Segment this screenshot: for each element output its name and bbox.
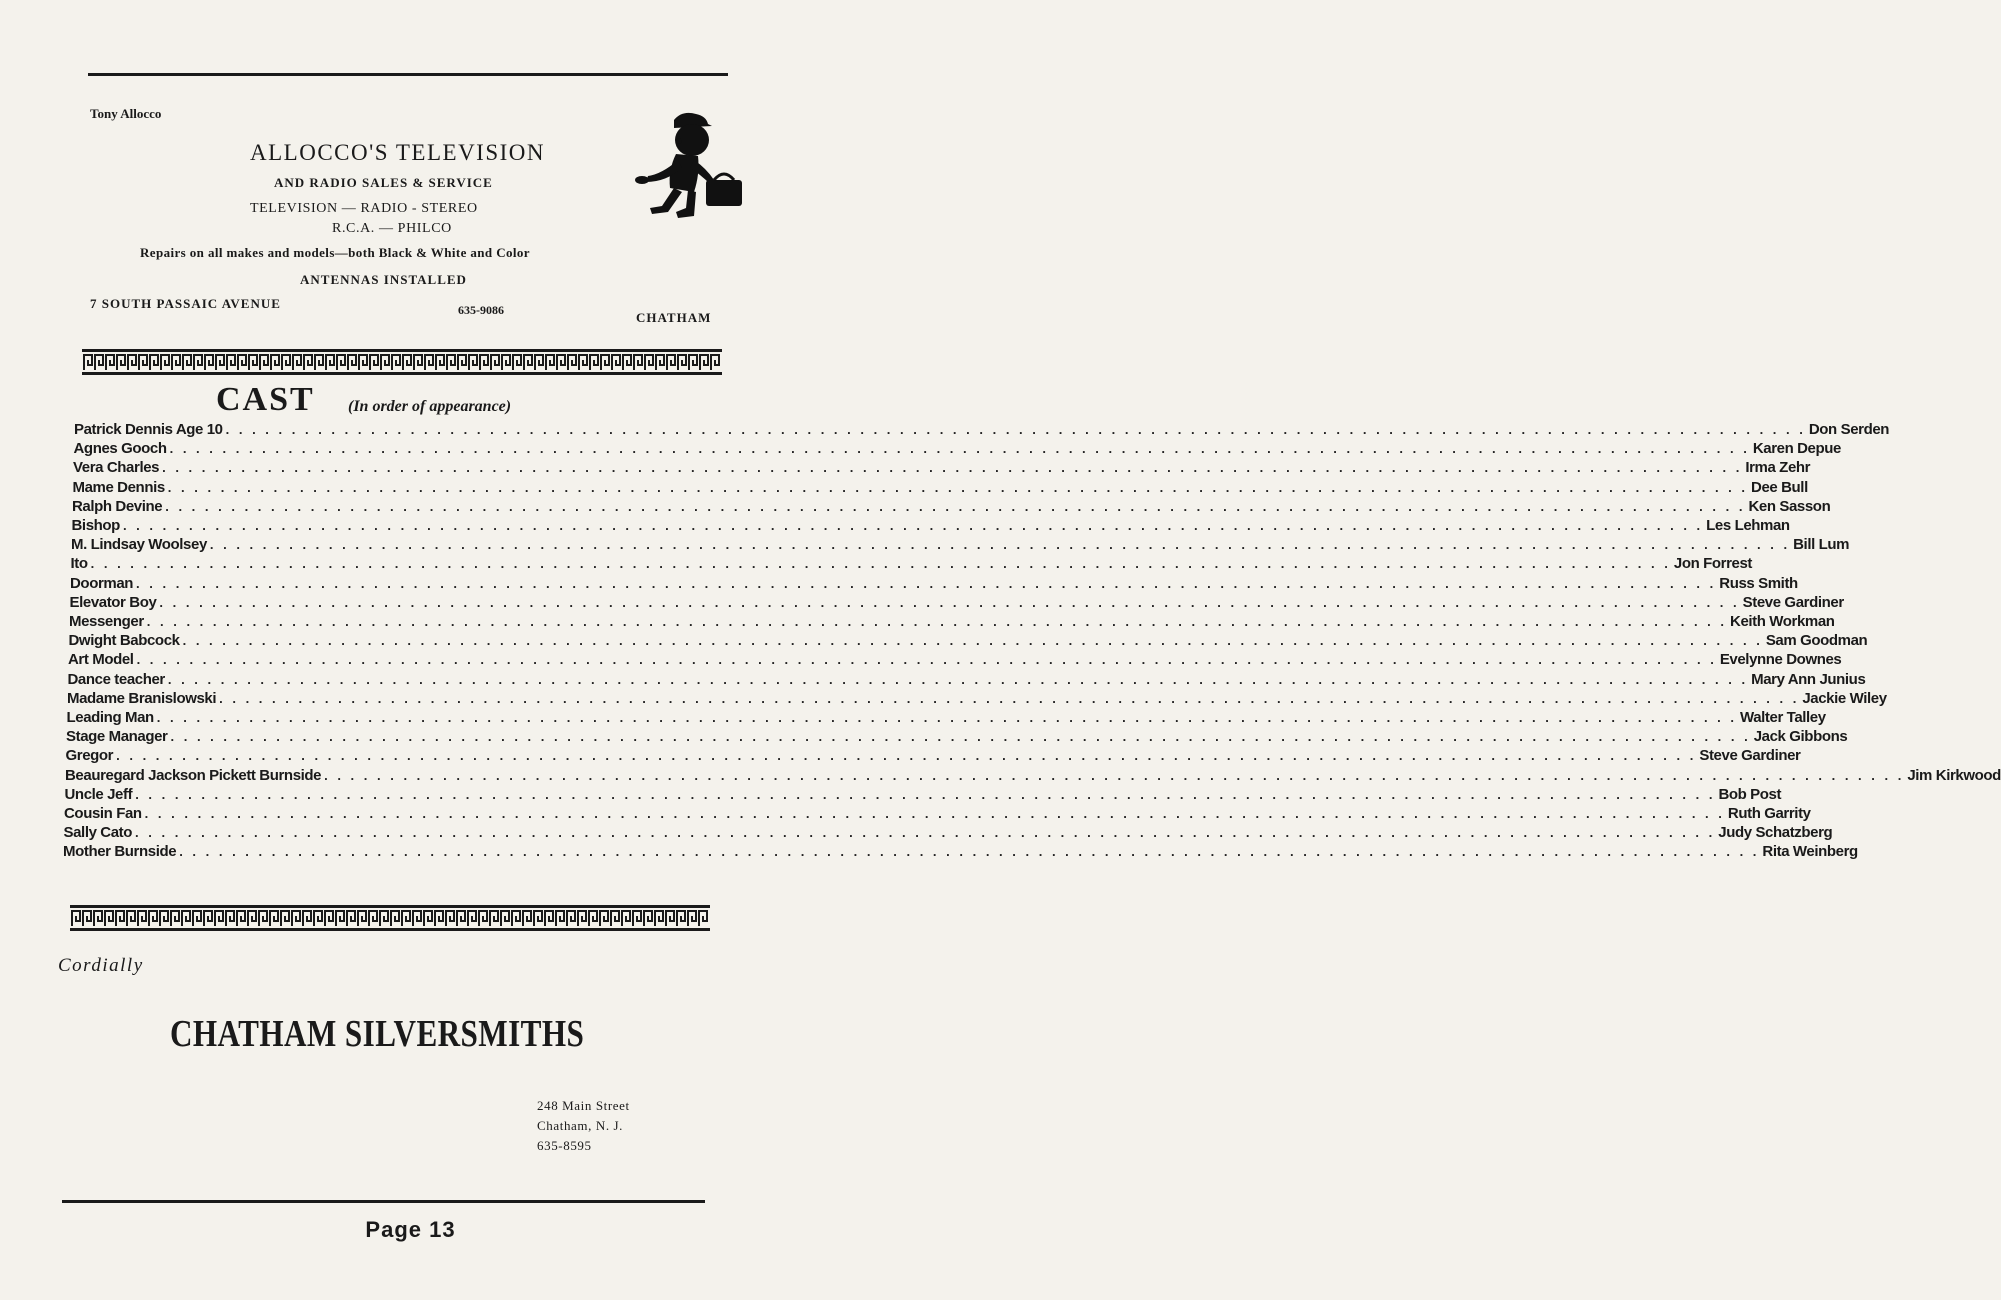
ad-antennas-line: ANTENNAS INSTALLED: [300, 272, 467, 287]
cast-row: [72, 478, 1808, 499]
cast-actor: Dee Bull: [1751, 478, 1808, 496]
cast-role: Elevator Boy: [69, 593, 157, 611]
cast-actor: Evelynne Downes: [1719, 651, 1842, 669]
cast-row: [71, 517, 1790, 537]
leader-dots: . . . . . . . . . . . . . . . . . . . . . . . . . . . . . . . . . . . . . . . . . . . . . . . . . . . . . . . . . . . . . . . . . . . . . . . . . . . . . . . . . . . . . . . . . . . . . . . . . . . . . . . . . . . . . . . . . . . . . . . .: [165, 498, 1746, 514]
leader-dots: . . . . . . . . . . . . . . . . . . . . . . . . . . . . . . . . . . . . . . . . . . . . . . . . . . . . . . . . . . . . . . . . . . . . . . . . . . . . . . . . . . . . . . . . . . . . . . . . . . . . . . . . . . . . . . . . . . . . . . . .: [136, 652, 1717, 668]
leader-dots: . . . . . . . . . . . . . . . . . . . . . . . . . . . . . . . . . . . . . . . . . . . . . . . . . . . . . . . . . . . . . . . . . . . . . . . . . . . . . . . . . . . . . . . . . . . . . . . . . . . . . . . . . . . . . . . . . . . . . . . .: [146, 614, 1728, 629]
leader-dots: . . . . . . . . . . . . . . . . . . . . . . . . . . . . . . . . . . . . . . . . . . . . . . . . . . . . . . . . . . . . . . . . . . . . . . . . . . . . . . . . . . . . . . . . . . . . . . . . . . . . . . . . . . . . . . . . . . . . . . . .: [182, 633, 1763, 649]
cast-row: [65, 766, 2001, 787]
silversmiths-city: Chatham, N. J.: [537, 1118, 624, 1133]
leader-dots: . . . . . . . . . . . . . . . . . . . . . . . . . . . . . . . . . . . . . . . . . . . . . . . . . . . . . . . . . . . . . . . . . . . . . . . . . . . . . . . . . . . . . . . . . . . . . . . . . . . . . . . . . . . . . . . . . . . . . . . .: [167, 479, 1749, 495]
cast-row: [68, 651, 1842, 671]
ad-shop-name: ALLOCCO'S TELEVISION: [250, 140, 546, 165]
cast-actor: Mary Ann Junius: [1751, 670, 1866, 688]
cast-row: [72, 497, 1831, 518]
leader-dots: . . . . . . . . . . . . . . . . . . . . . . . . . . . . . . . . . . . . . . . . . . . . . . . . . . . . . . . . . . . . . . . . . . . . . . . . . . . . . . . . . . . . . . . . . . . . . . . . . . . . . . . . . . . . . . . . . . . . . . . .: [169, 441, 1750, 457]
cast-role: Ito: [70, 555, 88, 573]
cast-actor: Judy Schatzberg: [1718, 824, 1833, 842]
cast-actor: Don Serden: [1808, 421, 1890, 438]
cast-row: [66, 709, 1826, 729]
cast-row: [66, 728, 1848, 748]
silversmiths-street: 248 Main Street: [537, 1098, 630, 1113]
cast-role: Doorman: [70, 574, 134, 592]
cast-row: [73, 440, 1841, 460]
ad-address: 7 SOUTH PASSAIC AVENUE: [90, 296, 281, 311]
cast-actor: Steve Gardiner: [1742, 593, 1844, 611]
cast-role: Dance teacher: [67, 670, 165, 688]
leader-dots: . . . . . . . . . . . . . . . . . . . . . . . . . . . . . . . . . . . . . . . . . . . . . . . . . . . . . . . . . . . . . . . . . . . . . . . . . . . . . . . . . . . . . . . . . . . . . . . . . . . . . . . . . . . . . . . . . . . . . . . .: [144, 806, 1725, 821]
cast-role: Vera Charles: [73, 459, 160, 477]
leader-dots: . . . . . . . . . . . . . . . . . . . . . . . . . . . . . . . . . . . . . . . . . . . . . . . . . . . . . . . . . . . . . . . . . . . . . . . . . . . . . . . . . . . . . . . . . . . . . . . . . . . . . . . . . . . . . . . . . . . . . . . .: [162, 460, 1743, 476]
leader-dots: . . . . . . . . . . . . . . . . . . . . . . . . . . . . . . . . . . . . . . . . . . . . . . . . . . . . . . . . . . . . . . . . . . . . . . . . . . . . . . . . . . . . . . . . . . . . . . . . . . . . . . . . . . . . . . . . . . . . . . . .: [324, 767, 1905, 783]
cast-actor: Ruth Garrity: [1727, 805, 1811, 822]
cast-role: Dwight Babcock: [68, 632, 180, 650]
cast-role: Art Model: [68, 651, 134, 669]
leader-dots: . . . . . . . . . . . . . . . . . . . . . . . . . . . . . . . . . . . . . . . . . . . . . . . . . . . . . . . . . . . . . . . . . . . . . . . . . . . . . . . . . . . . . . . . . . . . . . . . . . . . . . . . . . . . . . . . . . . . . . . .: [179, 844, 1760, 860]
cast-row: [63, 843, 1858, 863]
cast-row: [65, 747, 1801, 767]
ad-repairs-line: Repairs on all makes and models—both Black & White and Color: [140, 245, 530, 260]
leader-dots: . . . . . . . . . . . . . . . . . . . . . . . . . . . . . . . . . . . . . . . . . . . . . . . . . . . . . . . . . . . . . . . . . . . . . . . . . . . . . . . . . . . . . . . . . . . . . . . . . . . . . . . . . . . . . . . . . . . . . . . .: [225, 422, 1806, 437]
cast-row: [68, 632, 1868, 652]
bottom-rule: [62, 1200, 705, 1203]
cast-actor: Jon Forrest: [1673, 555, 1752, 573]
leader-dots: . . . . . . . . . . . . . . . . . . . . . . . . . . . . . . . . . . . . . . . . . . . . . . . . . . . . . . . . . . . . . . . . . . . . . . . . . . . . . . . . . . . . . . . . . . . . . . . . . . . . . . . . . . . . . . . . . . . . . . . .: [170, 729, 1751, 745]
leader-dots: . . . . . . . . . . . . . . . . . . . . . . . . . . . . . . . . . . . . . . . . . . . . . . . . . . . . . . . . . . . . . . . . . . . . . . . . . . . . . . . . . . . . . . . . . . . . . . . . . . . . . . . . . . . . . . . . . . . . . . . .: [219, 690, 1800, 706]
cast-actor: Bill Lum: [1793, 536, 1850, 554]
cast-role: Messenger: [69, 613, 144, 630]
leader-dots: . . . . . . . . . . . . . . . . . . . . . . . . . . . . . . . . . . . . . . . . . . . . . . . . . . . . . . . . . . . . . . . . . . . . . . . . . . . . . . . . . . . . . . . . . . . . . . . . . . . . . . . . . . . . . . . . . . . . . . . .: [209, 537, 1791, 553]
cast-row: [67, 689, 1887, 710]
cast-row: [64, 805, 1811, 825]
leader-dots: . . . . . . . . . . . . . . . . . . . . . . . . . . . . . . . . . . . . . . . . . . . . . . . . . . . . . . . . . . . . . . . . . . . . . . . . . . . . . . . . . . . . . . . . . . . . . . . . . . . . . . . . . . . . . . . . . . . . . . . .: [135, 825, 1716, 841]
ad-phone: 635-9086: [458, 303, 504, 317]
ad-town: CHATHAM: [636, 310, 712, 325]
cast-role: Gregor: [65, 747, 114, 765]
leader-dots: . . . . . . . . . . . . . . . . . . . . . . . . . . . . . . . . . . . . . . . . . . . . . . . . . . . . . . . . . . . . . . . . . . . . . . . . . . . . . . . . . . . . . . . . . . . . . . . . . . . . . . . . . . . . . . . . . . . . . . . .: [136, 575, 1717, 591]
decorative-border-bottom: [70, 905, 710, 931]
ad-brands-line: R.C.A. — PHILCO: [332, 221, 452, 236]
cast-role: Uncle Jeff: [64, 785, 133, 803]
ad-services-line: TELEVISION — RADIO - STEREO: [250, 201, 478, 216]
cast-actor: Irma Zehr: [1745, 459, 1811, 477]
cast-actor: Bob Post: [1718, 785, 1782, 803]
cast-actor: Ken Sasson: [1748, 497, 1831, 515]
cast-role: Leading Man: [66, 709, 154, 726]
cast-role: Agnes Gooch: [73, 440, 167, 458]
cast-row: [67, 670, 1866, 691]
cast-actor: Sam Goodman: [1765, 632, 1868, 650]
cast-row: [63, 824, 1833, 844]
ad-shop-subtitle: AND RADIO SALES & SERVICE: [274, 175, 493, 190]
cast-row: [64, 785, 1782, 806]
leader-dots: . . . . . . . . . . . . . . . . . . . . . . . . . . . . . . . . . . . . . . . . . . . . . . . . . . . . . . . . . . . . . . . . . . . . . . . . . . . . . . . . . . . . . . . . . . . . . . . . . . . . . . . . . . . . . . . . . . . . . . . .: [159, 594, 1740, 610]
ad-greeting: Cordially: [58, 955, 144, 976]
cast-row: [70, 555, 1752, 575]
leader-dots: . . . . . . . . . . . . . . . . . . . . . . . . . . . . . . . . . . . . . . . . . . . . . . . . . . . . . . . . . . . . . . . . . . . . . . . . . . . . . . . . . . . . . . . . . . . . . . . . . . . . . . . . . . . . . . . . . . . . . . . .: [167, 671, 1749, 687]
cast-role: Ralph Devine: [72, 497, 163, 515]
cast-actor: Jim Kirkwood: [1907, 766, 2001, 784]
cast-role: M. Lindsay Woolsey: [71, 536, 207, 554]
cast-actor: Rita Weinberg: [1762, 843, 1858, 861]
cast-role: Cousin Fan: [64, 805, 142, 822]
silversmiths-name: CHATHAM SILVERSMITHS: [170, 1013, 585, 1055]
cast-role: Patrick Dennis Age 10: [74, 421, 223, 438]
ad-owner-name: Tony Allocco: [90, 106, 162, 121]
cast-actor: Jack Gibbons: [1753, 728, 1848, 746]
cast-role: Sally Cato: [63, 824, 133, 842]
leader-dots: . . . . . . . . . . . . . . . . . . . . . . . . . . . . . . . . . . . . . . . . . . . . . . . . . . . . . . . . . . . . . . . . . . . . . . . . . . . . . . . . . . . . . . . . . . . . . . . . . . . . . . . . . . . . . . . . . . . . . . . .: [90, 556, 1671, 572]
cast-row: [70, 574, 1798, 595]
cast-role: Madame Branislowski: [67, 689, 217, 707]
tv-repairman-with-toolbox-icon: [622, 110, 744, 222]
leader-dots: . . . . . . . . . . . . . . . . . . . . . . . . . . . . . . . . . . . . . . . . . . . . . . . . . . . . . . . . . . . . . . . . . . . . . . . . . . . . . . . . . . . . . . . . . . . . . . . . . . . . . . . . . . . . . . . . . . . . . . . .: [156, 710, 1738, 725]
cast-role: Bishop: [71, 517, 120, 534]
cast-heading: CAST: [216, 381, 315, 418]
cast-actor: Steve Gardiner: [1699, 747, 1801, 765]
top-rule: [88, 73, 728, 76]
cast-actor: Jackie Wiley: [1802, 689, 1887, 707]
page-number: Page 13: [365, 1217, 456, 1242]
cast-actor: Russ Smith: [1719, 574, 1798, 592]
leader-dots: . . . . . . . . . . . . . . . . . . . . . . . . . . . . . . . . . . . . . . . . . . . . . . . . . . . . . . . . . . . . . . . . . . . . . . . . . . . . . . . . . . . . . . . . . . . . . . . . . . . . . . . . . . . . . . . . . . . . . . . .: [135, 786, 1716, 802]
cast-role: Mother Burnside: [63, 843, 177, 861]
cast-actor: Walter Talley: [1740, 709, 1826, 726]
cast-row: [71, 536, 1850, 556]
cast-row: [74, 421, 1890, 441]
leader-dots: . . . . . . . . . . . . . . . . . . . . . . . . . . . . . . . . . . . . . . . . . . . . . . . . . . . . . . . . . . . . . . . . . . . . . . . . . . . . . . . . . . . . . . . . . . . . . . . . . . . . . . . . . . . . . . . . . . . . . . . .: [116, 748, 1697, 764]
cast-actor: Karen Depue: [1752, 440, 1841, 458]
cast-subheading: (In order of appearance): [348, 398, 512, 415]
cast-row: [69, 593, 1844, 614]
cast-role: Mame Dennis: [72, 478, 165, 496]
decorative-border-top: [82, 349, 722, 375]
cast-actor: Les Lehman: [1706, 517, 1790, 534]
silversmiths-phone: 635-8595: [537, 1138, 592, 1153]
cast-row: [69, 613, 1835, 633]
leader-dots: . . . . . . . . . . . . . . . . . . . . . . . . . . . . . . . . . . . . . . . . . . . . . . . . . . . . . . . . . . . . . . . . . . . . . . . . . . . . . . . . . . . . . . . . . . . . . . . . . . . . . . . . . . . . . . . . . . . . . . . .: [122, 518, 1704, 533]
cast-actor: Keith Workman: [1730, 613, 1835, 630]
cast-role: Beauregard Jackson Pickett Burnside: [65, 766, 322, 784]
cast-role: Stage Manager: [66, 728, 168, 746]
cast-row: [73, 459, 1811, 479]
